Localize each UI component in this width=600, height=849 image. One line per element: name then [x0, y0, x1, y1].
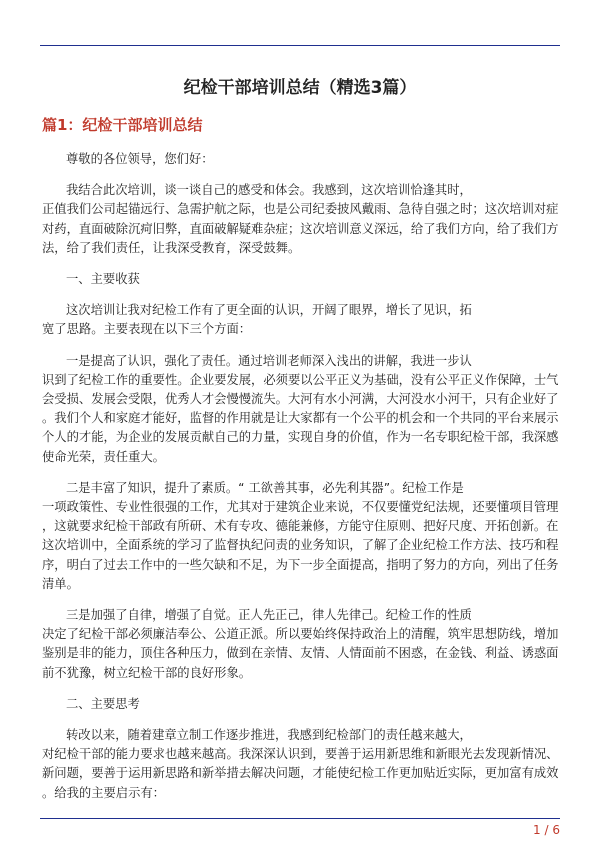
paragraph-line: 一是提高了认识，强化了责任。通过培训老师深入浅出的讲解，我进一步认 — [66, 353, 472, 368]
paragraph — [42, 606, 562, 683]
paragraph-line: 。我们个人和家庭才能好，监督的作用就是让大家都有一个公平的机会和一个共同的平台来展示 — [42, 411, 559, 426]
paragraph-line: 鉴别是非的能力，顶住各种压力，做到在亲情、友情、人情面前不困惑，在金钱、利益、诱惑面 — [42, 646, 559, 661]
paragraph-line: 清单。 — [42, 576, 79, 591]
paragraph-line: 对药，直面破除沉疴旧弊，直面破解疑难杂症；这次培训意义深远，给了我们方向，给了我们方 — [42, 221, 559, 236]
paragraph-line: 序，明白了过去工作中的一些欠缺和不足，为下一步全面提高，指明了努力的方向，列出了任务 — [42, 557, 559, 572]
paragraph-line: 这次培训中，全面系统的学习了监督执纪问责的业务知识，了解了企业纪检工作方法、技巧和程 — [42, 538, 559, 553]
section-title: 篇1：纪检干部培训总结 — [42, 116, 203, 134]
paragraph — [42, 301, 562, 339]
paragraph-line: 正值我们公司起锚远行、急需护航之际，也是公司纪委披风戴雨、急待自强之时；这次培训对症 — [42, 202, 559, 217]
paragraph-line: 。给我的主要启示有： — [42, 785, 165, 800]
paragraph-line: 对纪检干部的能力要求也越来越高。我深深认识到，要善于运用新思维和新眼光去发现新情况、 — [42, 747, 559, 762]
paragraph-line: 二是丰富了知识，提升了素质。“ 工欲善其事，必先利其器”。纪检工作是 — [66, 480, 464, 495]
paragraph — [42, 726, 562, 803]
paragraph-line: 尊敬的各位领导，您们好： — [66, 152, 214, 166]
paragraph-line: 我结合此次培训，谈一谈自己的感受和体会。我感到，这次培训恰逢其时， — [66, 183, 472, 198]
paragraph-line: 会受损、发展会受限，优秀人才会慢慢流失。大河有水小河满，大河没水小河干，只有企业好了 — [42, 392, 559, 407]
paragraph-line: 个人的才能，为企业的发展贡献自己的力量，实现自身的价值，作为一名专职纪检干部，我深感 — [42, 430, 559, 445]
paragraph-line: 三是加强了自律，增强了自觉。正人先正己，律人先律己。纪检工作的性质 — [66, 608, 472, 623]
page-number: 1 / 6 — [533, 823, 560, 837]
footer-rule — [40, 818, 560, 819]
paragraph — [42, 352, 562, 467]
paragraph-line: 一项政策性、专业性很强的工作，尤其对于建筑企业来说，不仅要懂党纪法规，还要懂项目管理 — [42, 500, 559, 515]
document-body — [42, 150, 562, 815]
header-rule — [40, 45, 560, 46]
paragraph-line: 使命光荣，责任重大。 — [42, 449, 165, 464]
paragraph — [42, 150, 562, 169]
paragraph-line: 法，给了我们责任，让我深受教育，深受鼓舞。 — [42, 240, 301, 255]
paragraph-line: 前不犹豫，树立纪检干部的良好形象。 — [42, 665, 252, 680]
paragraph-line: 识到了纪检工作的重要性。企业要发展，必须要以公平正义为基础，没有公平正义作保障，士气 — [42, 372, 559, 387]
paragraph-line: 这次培训让我对纪检工作有了更全面的认识，开阔了眼界，增长了见识，拓 — [66, 303, 472, 318]
paragraph — [42, 479, 562, 594]
paragraph — [42, 181, 562, 258]
paragraph-line: ，这就要求纪检干部政有所研、术有专攻、德能兼修，方能守住原则、把好尺度、开拓创新。在 — [42, 519, 559, 534]
paragraph-line: 一、主要收获 — [66, 272, 140, 287]
document-title: 纪检干部培训总结（精选3篇） — [183, 78, 417, 98]
paragraph-line: 新问题，要善于运用新思路和新举措去解决问题，才能使纪检工作更加贴近实际，更加富有成效 — [42, 766, 559, 781]
paragraph — [42, 695, 562, 714]
paragraph — [42, 270, 562, 289]
paragraph-line: 决定了纪检干部必须廉洁奉公、公道正派。所以要始终保持政治上的清醒，筑牢思想防线，增加 — [42, 627, 559, 642]
paragraph-line: 宽了思路。主要表现在以下三个方面： — [42, 322, 252, 337]
paragraph-line: 二、主要思考 — [66, 696, 140, 711]
paragraph-line: 转改以来，随着建章立制工作逐步推进，我感到纪检部门的责任越来越大， — [66, 728, 472, 743]
